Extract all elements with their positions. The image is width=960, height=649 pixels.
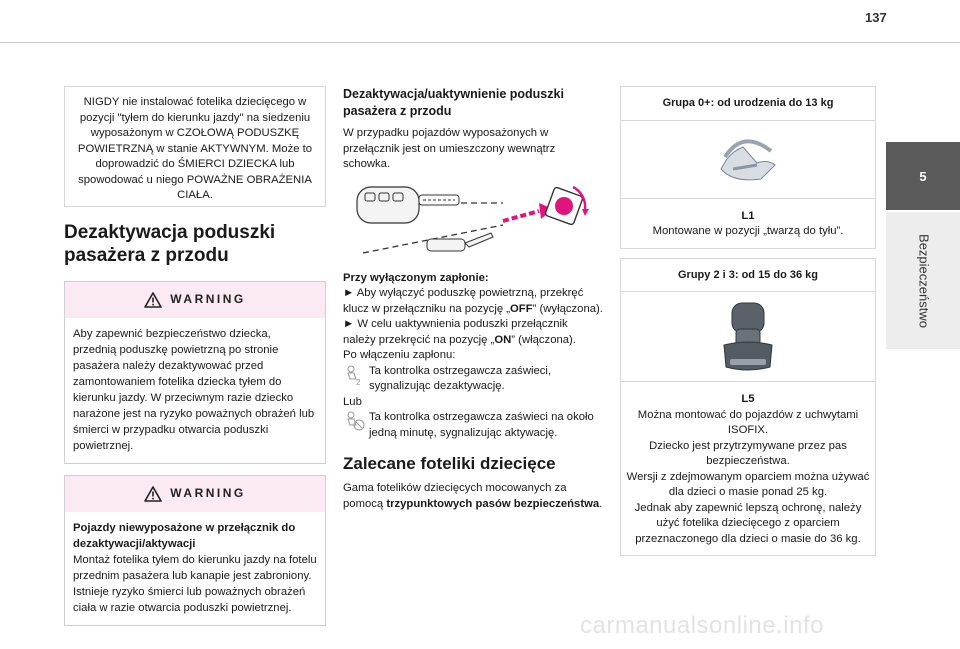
group-title: Grupy 2 i 3: od 15 do 36 kg xyxy=(621,259,875,293)
airbag-off-lamp-icon xyxy=(343,364,369,395)
svg-text:2: 2 xyxy=(356,377,361,386)
infant-carrier-icon xyxy=(713,129,783,189)
lamp-on-row xyxy=(343,410,603,441)
ignition-off-block xyxy=(343,271,603,442)
warning-text: Aby zapewnić bezpieczeństwo dziecka, przednią poduszkę powietrzną po stronie pasażera należy dezaktywować przed zamontowaniem fotelika dziecka tyłem do kierunku jazdy. W przeciwnym razie dziecko narażone jest na ryzyko poważnych obrażeń lub śmierci w przypadku otwarcia poduszki powietrznej. xyxy=(73,328,315,452)
step-off-suffix: ” (wyłączona). xyxy=(532,302,603,315)
recommended-seats-heading: Zalecane foteliki dziecięce xyxy=(343,454,556,473)
warning-label: WARNING xyxy=(170,292,246,307)
page-number: 137 xyxy=(865,10,887,25)
column-left xyxy=(64,86,326,626)
step-on xyxy=(343,317,603,348)
off-label: OFF xyxy=(510,302,533,315)
lamp-off-row xyxy=(343,364,603,395)
chapter-title: Bezpieczeństwo xyxy=(916,234,932,328)
recommended-seats-paragraph xyxy=(343,481,603,512)
recommended-text: Gama fotelików dziecięcych mocowanych za pomocą xyxy=(343,482,567,510)
warning-text: Montaż fotelika tyłem do kierunku jazdy na fotelu przednim pasażera lub kanapie jest zabroniony. Istnieje ryzyko śmierci lub poważnych obrażeń ciała w razie otwarcia poduszki powietrznej. xyxy=(73,554,317,614)
step-on-text: ► W celu uaktywnienia poduszki przełącznik należy przekręcić na pozycję „ xyxy=(343,318,568,346)
seat-model: L1 xyxy=(741,209,755,222)
step-on-suffix: ” (włączona). xyxy=(511,333,576,346)
infant-seat-image xyxy=(621,121,875,199)
lamp-off-text: Ta kontrolka ostrzegawcza zaświeci, sygnalizując dezaktywację. xyxy=(369,364,552,392)
seat-group-box xyxy=(620,258,876,557)
group-text xyxy=(621,199,875,248)
subsection-heading: Dezaktywacja/uaktywnienie poduszki pasażera z przodu xyxy=(343,87,564,118)
seat-description: Montowane w pozycji „twarzą do tyłu”. xyxy=(652,225,844,237)
header-rule xyxy=(0,42,960,43)
watermark: carmanualsonline.info xyxy=(580,612,824,639)
step-off xyxy=(343,286,603,317)
warning-box xyxy=(64,475,326,626)
booster-seat-icon xyxy=(718,299,778,375)
section-heading: Dezaktywacja poduszki pasażera z przodu xyxy=(64,222,276,266)
warning-label: WARNING xyxy=(170,486,246,501)
warning-body xyxy=(65,512,325,625)
group-text xyxy=(621,382,875,555)
group-title: Grupa 0+: od urodzenia do 13 kg xyxy=(621,87,875,121)
danger-notice xyxy=(64,86,326,207)
seat-group-box xyxy=(620,86,876,249)
column-middle xyxy=(343,86,603,512)
seat-description: Można montować do pojazdów z uchwytami ISOFIX. Dziecko jest przytrzymywane przez pas bezpieczeństwa. Wersji z zdejmowanym oparciem można używać dla dzieci o masie ponad 25 kg. Jednak aby zapewnić lepszą ochronę, należy użyć fotelika dziecięcego z oparciem przeznaczonego dla dzieci o masie do 36 kg. xyxy=(626,408,870,545)
on-label: ON xyxy=(494,333,512,346)
danger-notice-text: NIGDY nie instalować fotelika dziecięcego w pozycji "tyłem do kierunku jazdy" na siedzeniu wyposażonym w CZOŁOWĄ PODUSZKĘ POWIETRZNĄ w stanie AKTYWNYM. Może to doprowadzić do ŚMIERCI DZIECKA lub spowodować u niego POWAŻNE OBRAŻENIA CIAŁA. xyxy=(77,96,313,201)
ignition-off-title: Przy wyłączonym zapłonie: xyxy=(343,271,489,284)
ignition-on-title: Po włączeniu zapłonu: xyxy=(343,349,456,361)
recommended-bold: trzypunktowych pasów bezpieczeństwa xyxy=(386,497,600,510)
seat-model: L5 xyxy=(741,393,755,405)
intro-paragraph: W przypadku pojazdów wyposażonych w przełącznik jest on umieszczony wewnątrz schowka. xyxy=(343,127,556,170)
step-off-text: ► Aby wyłączyć poduszkę powietrzną, przekręć klucz w przełączniku na pozycję „ xyxy=(343,287,584,315)
warning-triangle-icon xyxy=(144,292,162,308)
key-switch-illustration xyxy=(343,183,603,263)
booster-seat-image xyxy=(621,292,875,382)
or-text: Lub xyxy=(343,395,362,408)
warning-triangle-icon xyxy=(144,486,162,502)
lamp-on-text: Ta kontrolka ostrzegawcza zaświeci na około jedną minutę, sygnalizując aktywację. xyxy=(369,411,594,439)
chapter-tab[interactable]: 5 xyxy=(886,142,960,210)
warning-box xyxy=(64,281,326,464)
warning-bold-title: Pojazdy niewyposażone w przełącznik do dezaktywacji/aktywacji xyxy=(73,522,296,550)
recommended-suffix: . xyxy=(599,497,603,510)
warning-header xyxy=(65,476,325,512)
airbag-on-lamp-icon xyxy=(343,410,369,441)
car-key-icon xyxy=(343,183,593,263)
column-right xyxy=(620,86,876,556)
warning-header xyxy=(65,282,325,318)
